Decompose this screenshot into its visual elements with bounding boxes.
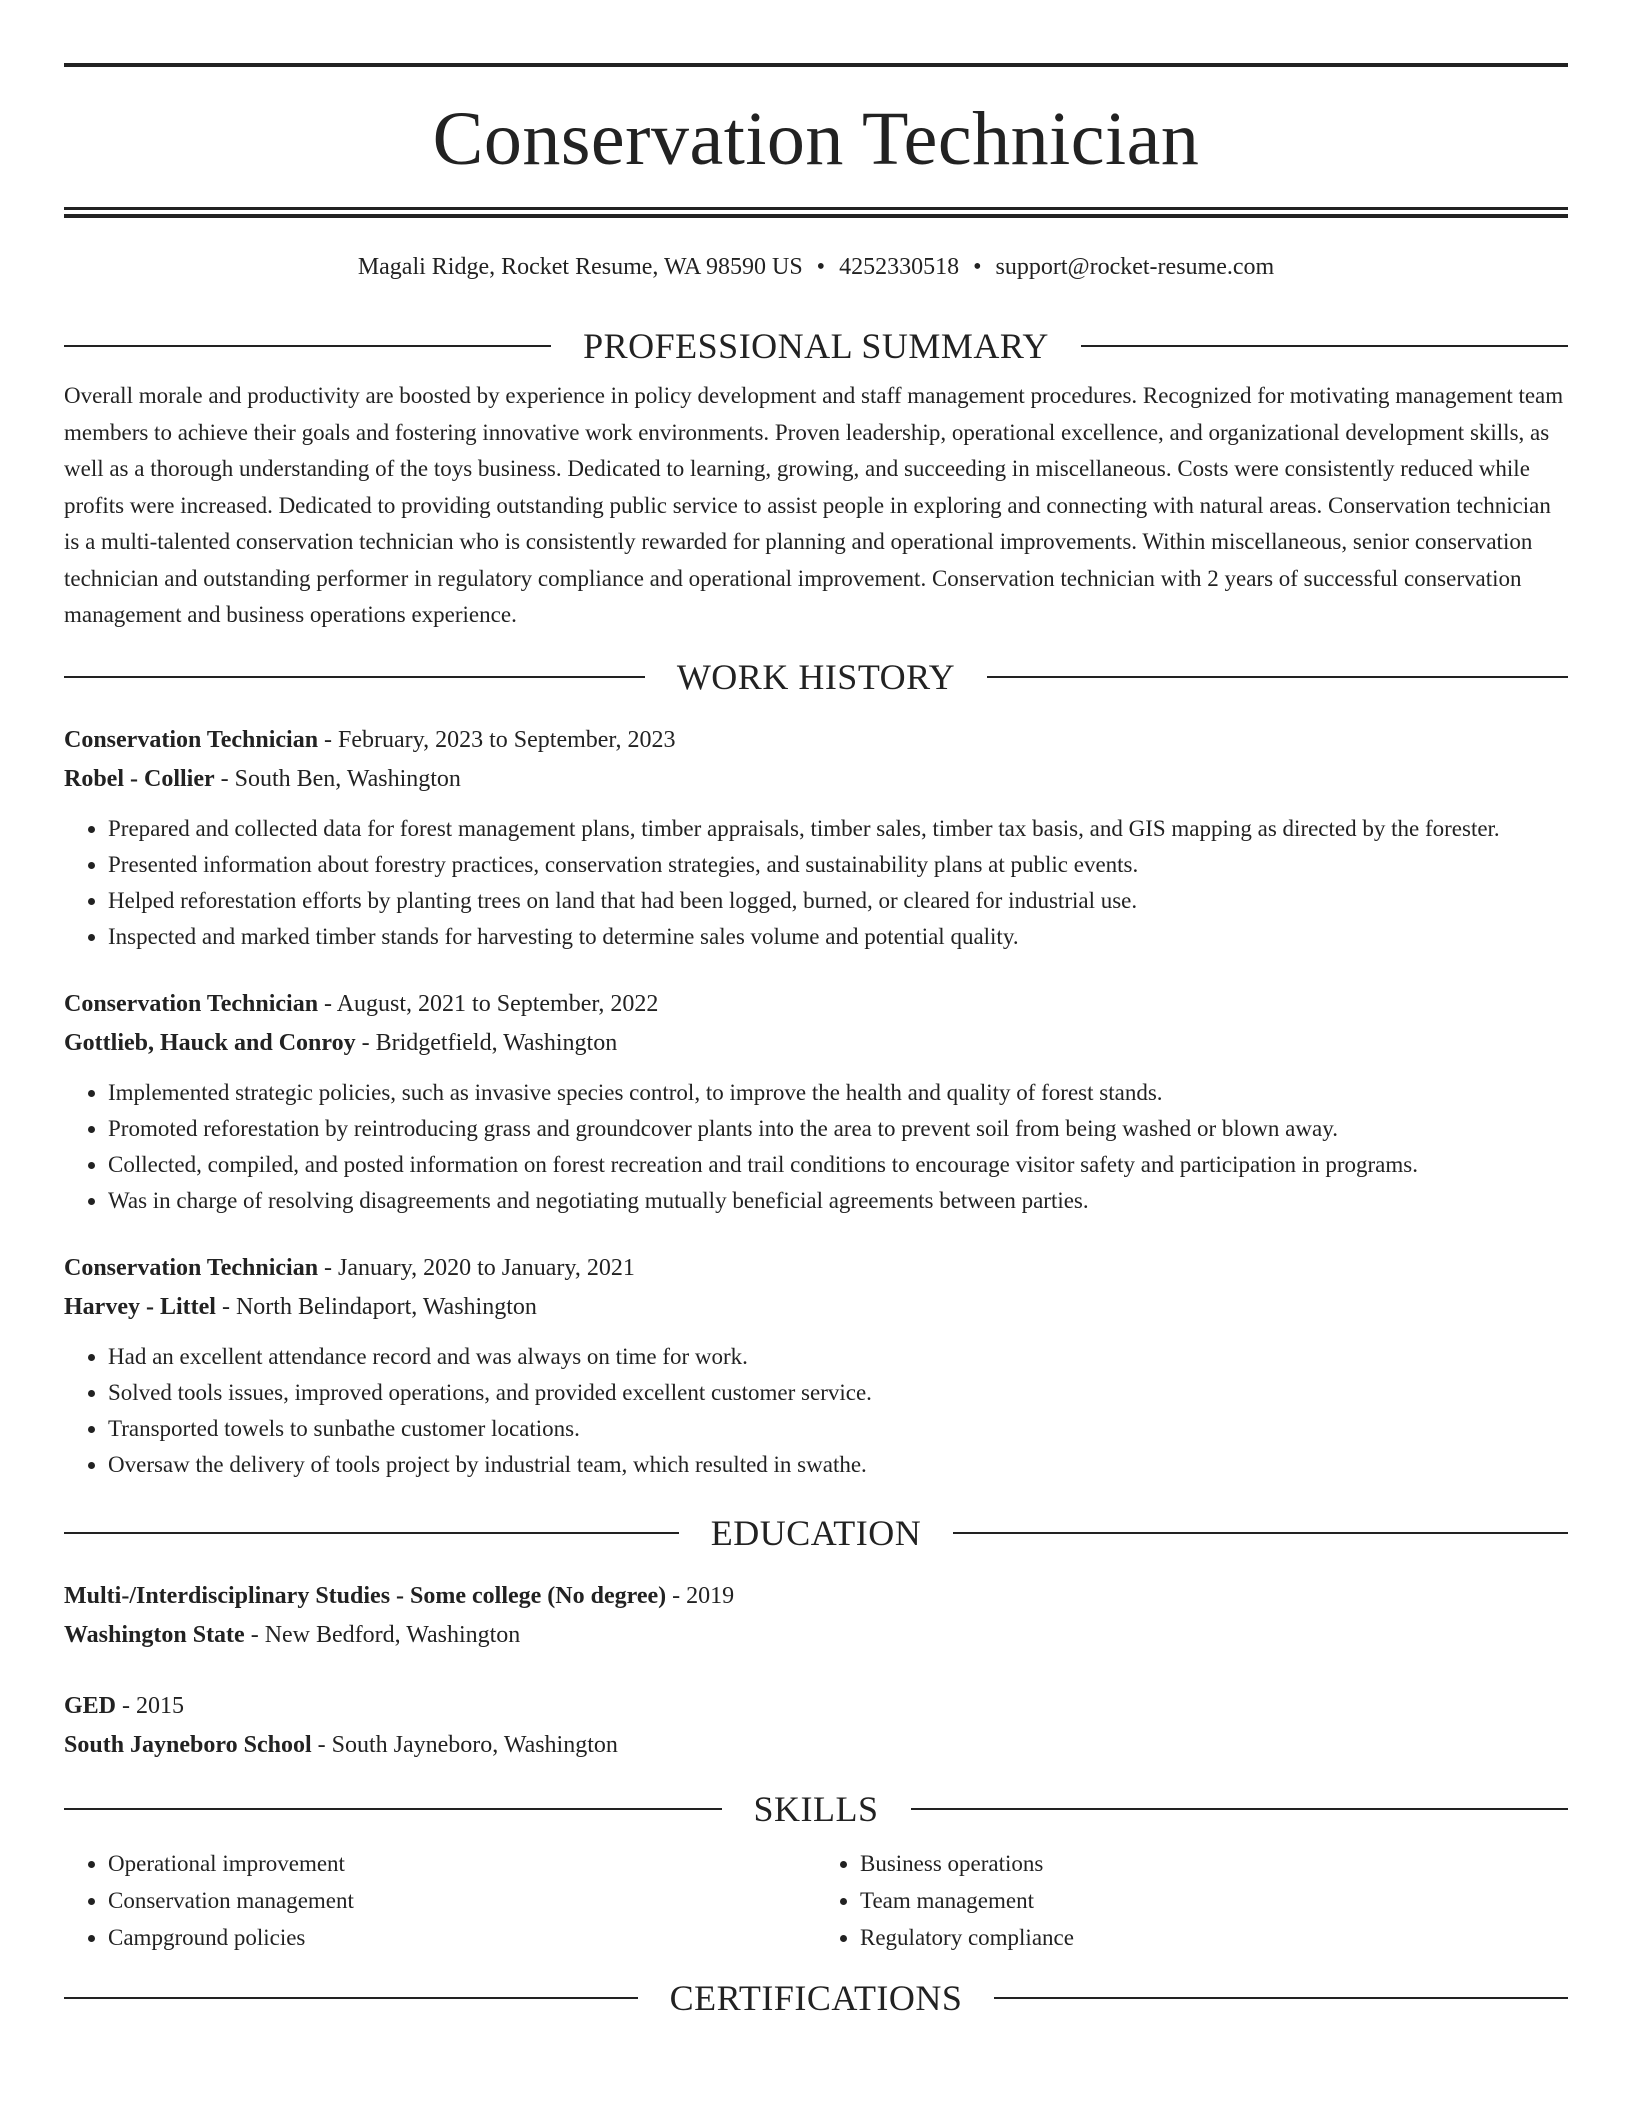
- job-dates: - August, 2021 to September, 2022: [318, 990, 659, 1017]
- job-company-line: [64, 1024, 1568, 1063]
- education-year: - 2015: [116, 1692, 185, 1719]
- education-degree-line: [64, 1577, 1568, 1616]
- summary-text: Overall morale and productivity are boosted by experience in policy development and staff management procedures. Recognized for motivating management team members to achieve their goals and fostering innovative work environments. Proven leadership, operational excellence, and organizational development skills, as well as a thorough understanding of the toys business. Dedicated to learning, growing, and succeeding in miscellaneous. Costs were consistently reduced while profits were increased. Dedicated to providing outstanding public service to assist people in exploring and connecting with natural areas. Conservation technician is a multi-talented conservation technician who is consistently rewarded for planning and operational improvements. Within miscellaneous, senior conservation technician and outstanding performer in regulatory compliance and operational improvement. Conservation technician with 2 years of successful conservation management and business operations experience.: [64, 383, 1564, 627]
- skill-item: • Team management: [860, 1882, 1568, 1919]
- summary-section-header: [64, 326, 1568, 366]
- education-location: - New Bedford, Washington: [244, 1621, 521, 1648]
- skills-section-header: [64, 1789, 1568, 1829]
- job-location: - Bridgetfield, Washington: [355, 1029, 618, 1056]
- job-title-line: [64, 1249, 1568, 1288]
- education-location: - South Jayneboro, Washington: [311, 1731, 618, 1758]
- job-title-line: [64, 985, 1568, 1024]
- skill-item: • Regulatory compliance: [860, 1919, 1568, 1956]
- job-dates: - January, 2020 to January, 2021: [318, 1254, 635, 1281]
- job-bullet: • Helped reforestation efforts by planting trees on land that had been logged, burned, or cleared for industrial use.: [108, 883, 1568, 919]
- job-bullet: • Prepared and collected data for forest management plans, timber appraisals, timber sales, timber tax basis, and GIS mapping as directed by the forester.: [108, 811, 1568, 847]
- certifications-section-title: CERTIFICATIONS: [669, 1977, 963, 2018]
- education-school: South Jayneboro School: [64, 1731, 312, 1758]
- job-bullet: • Presented information about forestry practices, conservation strategies, and sustainability plans at public events.: [108, 847, 1568, 883]
- job-entry: [64, 721, 1568, 955]
- education-entry: [64, 1577, 1568, 1655]
- education-section-header: [64, 1513, 1568, 1553]
- job-company: Gottlieb, Hauck and Conroy: [64, 1029, 356, 1056]
- job-title-line: [64, 721, 1568, 760]
- skills-list: [64, 1845, 1568, 1956]
- job-location: - North Belindaport, Washington: [215, 1293, 537, 1320]
- skill-item: • Campground policies: [108, 1919, 816, 1956]
- education-school-line: [64, 1616, 1568, 1655]
- job-company: Harvey - Littel: [64, 1293, 216, 1320]
- job-title: Conservation Technician: [64, 990, 319, 1017]
- contact-email: support@rocket-resume.com: [995, 254, 1275, 280]
- education-school: Washington State: [64, 1621, 245, 1648]
- skills-section-title: SKILLS: [753, 1788, 879, 1829]
- section-rule-right: [987, 676, 1568, 678]
- section-rule-right: [911, 1808, 1569, 1810]
- skills-column-right: [816, 1845, 1568, 1956]
- education-degree: GED: [64, 1692, 117, 1719]
- job-bullet: • Solved tools issues, improved operations, and provided excellent customer service.: [108, 1375, 1568, 1411]
- job-bullet: • Promoted reforestation by reintroducing grass and groundcover plants into the area to prevent soil from being washed or blown away.: [108, 1111, 1568, 1147]
- skill-item: • Operational improvement: [108, 1845, 816, 1882]
- resume-content: [64, 0, 1568, 2018]
- education-entry: [64, 1687, 1568, 1765]
- job-bullet: • Had an excellent attendance record and was always on time for work.: [108, 1339, 1568, 1375]
- section-rule-left: [64, 1532, 679, 1534]
- section-rule-right: [994, 1997, 1568, 1999]
- contact-phone: 4252330518: [839, 254, 960, 280]
- job-bullet: • Was in charge of resolving disagreements and negotiating mutually beneficial agreements between parties.: [108, 1183, 1568, 1219]
- job-bullets: [64, 1339, 1568, 1483]
- section-rule-left: [64, 676, 645, 678]
- job-location: - South Ben, Washington: [214, 765, 461, 792]
- job-bullets: [64, 811, 1568, 955]
- section-rule-right: [953, 1532, 1568, 1534]
- section-rule-right: [1081, 345, 1568, 347]
- contact-address: Magali Ridge, Rocket Resume, WA 98590 US: [357, 254, 803, 280]
- job-bullet: • Transported towels to sunbathe customer locations.: [108, 1411, 1568, 1447]
- contact-line: [64, 252, 1568, 282]
- job-bullet: • Collected, compiled, and posted information on forest recreation and trail conditions to encourage visitor safety and participation in programs.: [108, 1147, 1568, 1183]
- education-school-line: [64, 1726, 1568, 1765]
- job-entry: [64, 985, 1568, 1219]
- section-rule-left: [64, 1808, 722, 1810]
- certifications-section-header: [64, 1978, 1568, 2018]
- job-bullet: • Implemented strategic policies, such as invasive species control, to improve the health and quality of forest stands.: [108, 1075, 1568, 1111]
- education-degree: Multi-/Interdisciplinary Studies - Some college (No degree): [64, 1582, 667, 1609]
- section-rule-left: [64, 345, 551, 347]
- section-rule-left: [64, 1997, 638, 1999]
- job-bullets: [64, 1075, 1568, 1219]
- header-bottom-rule: [64, 207, 1568, 218]
- job-entry: [64, 1249, 1568, 1483]
- job-company-line: [64, 760, 1568, 799]
- job-bullet: • Oversaw the delivery of tools project by industrial team, which resulted in swathe.: [108, 1447, 1568, 1483]
- summary-section-title: PROFESSIONAL SUMMARY: [583, 326, 1049, 366]
- resume-name: Conservation Technician: [432, 97, 1200, 181]
- job-dates: - February, 2023 to September, 2023: [318, 726, 676, 753]
- contact-separator: •: [973, 254, 982, 280]
- header-top-rule: [64, 63, 1568, 67]
- skill-item: • Conservation management: [108, 1882, 816, 1919]
- work-section-title: WORK HISTORY: [676, 656, 956, 697]
- education-section-title: EDUCATION: [710, 1512, 922, 1553]
- job-title: Conservation Technician: [64, 726, 319, 753]
- job-title: Conservation Technician: [64, 1254, 319, 1281]
- contact-separator: •: [816, 254, 826, 280]
- job-company-line: [64, 1288, 1568, 1327]
- job-bullet: • Inspected and marked timber stands for harvesting to determine sales volume and potential quality.: [108, 919, 1568, 955]
- education-year: - 2019: [666, 1582, 735, 1609]
- education-degree-line: [64, 1687, 1568, 1726]
- job-company: Robel - Collier: [64, 765, 215, 792]
- work-section-header: [64, 657, 1568, 697]
- skill-item: • Business operations: [860, 1845, 1568, 1882]
- skills-column-left: [64, 1845, 816, 1956]
